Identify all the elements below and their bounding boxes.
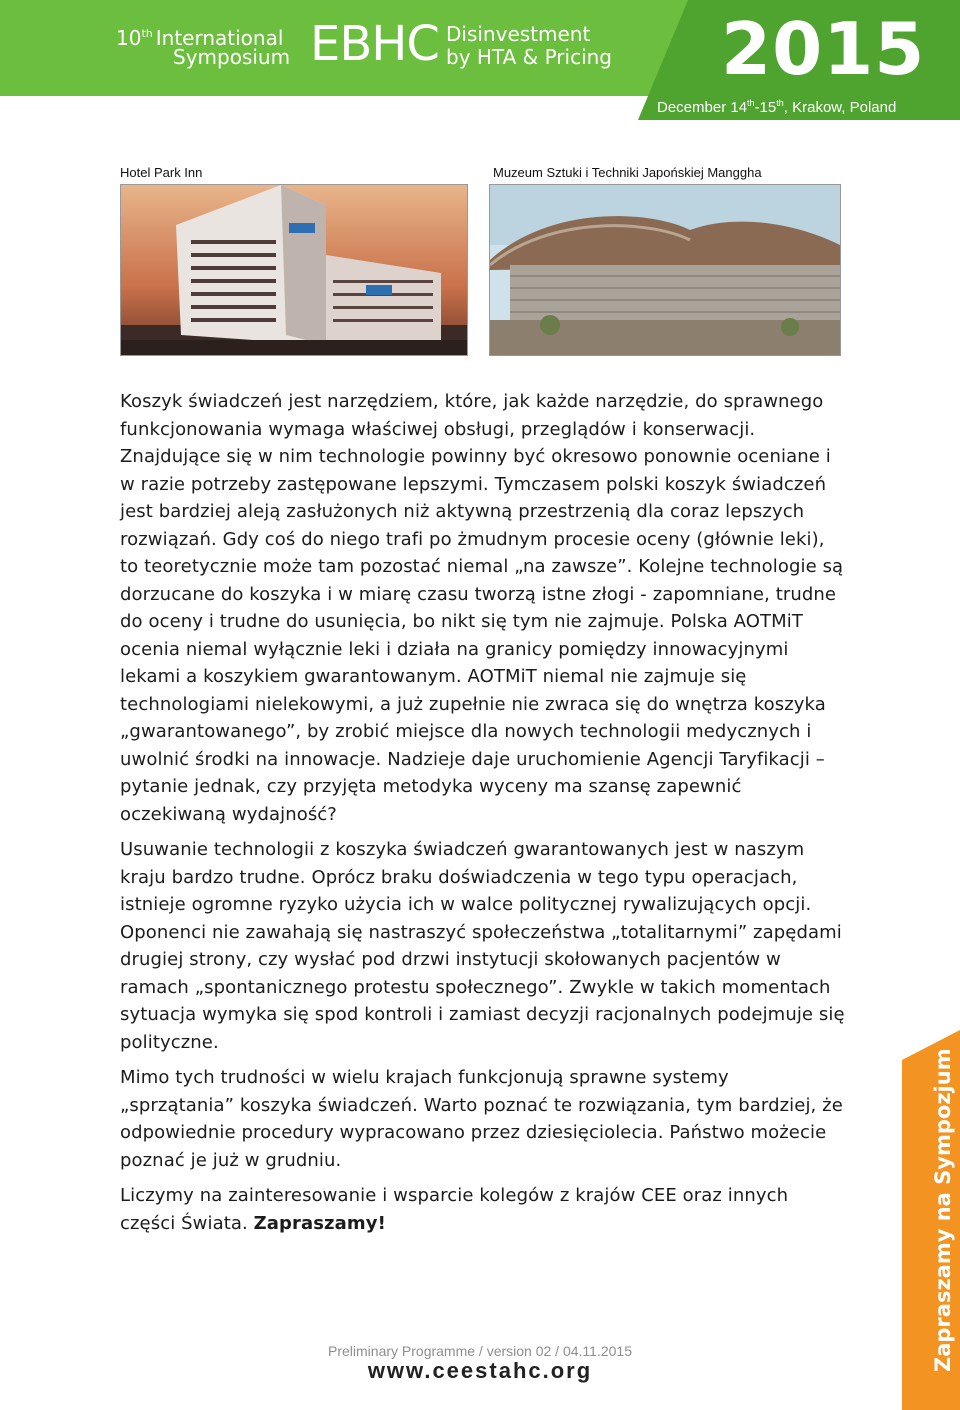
website-link[interactable]: www.ceestahc.org <box>367 1358 593 1383</box>
paragraph-2: Usuwanie technologii z koszyka świadczeń gwarantowanych jest w naszym kraju bardzo trudne. Oprócz braku doświadczenia w tego typu operacjach, istnieje ogromne ryzyko użycia ich w walce politycznej rywalizujących opcji. Oponenci nie zawahają się nastraszyć społeczeństwa „totalitarnymi” zapędami drugiej strony, czy wysłać pod drzwi instytucji skołowanych pacjentów w ramach „spontanicznego protestu społecznego”. Zwykle w takich momentach sytuacja wymyka się spod kontroli i zamiast decyzji racjonalnych podejmuje się polityczne. <box>120 839 845 1053</box>
hotel-photo-illustration <box>121 185 467 355</box>
museum-photo-illustration <box>490 185 840 355</box>
article-body <box>120 388 845 1245</box>
invitation-text: Zapraszamy! <box>253 1212 386 1234</box>
programme-version: Preliminary Programme / version 02 / 04.11.2015 <box>328 1343 632 1359</box>
event-year: 2015 <box>721 7 926 91</box>
symposium-ordinal: 10th International <box>116 26 284 50</box>
theme-line-2: by HTA & Pricing <box>446 45 612 69</box>
symposium-word: Symposium <box>173 45 291 69</box>
museum-building-photo <box>489 184 841 356</box>
paragraph-1: Koszyk świadczeń jest narzędziem, które, jak każde narzędzie, do sprawnego funkcjonowania wymaga właściwej obsługi, przeglądów i konserwacji. Znajdujące się w nim technologie powinny być okresowo ponownie oceniane i w razie potrzeby zastępowane lepszymi. Tymczasem polski koszyk świadczeń jest bardziej aleją zasłużonych niż aktywną przestrzenią dla coraz lepszych rozwiązań. Gdy coś do niego trafi po żmudnym procesie oceny (głównie leki), to teoretycznie może tam pozostać niemal „na zawsze”. Kolejne technologie są dorzucane do koszyka i w miarę czasu tworzą istne złogi - zapomniane, trudne do oceny i trudne do usunięcia, bo nikt się tym nie zajmuje. Polska AOTMiT ocenia niemal wyłącznie leki i działa na granicy pomiędzy innowacyjnymi lekami a koszykiem gwarantowanym. AOTMiT niemal nie zajmuje się technologiami nielekowymi, a już zupełnie nie zwraca się do wnętrza koszyka „gwarantowanego”, by zrobić miejsce dla nowych technologii medycznych i uwolnić środki na innowacje. Nadzieje daje uruchomienie Agencji Taryfikacji – pytanie jednak, czy przyjęta metodyka wyceny ma szansę zapewnić oczekiwaną wydajność? <box>120 391 844 825</box>
hotel-building-photo <box>120 184 468 356</box>
photo-caption-hotel: Hotel Park Inn <box>120 165 203 180</box>
side-tab-label: Zapraszamy na Sympozjum <box>931 1048 955 1372</box>
photo-caption-museum: Muzeum Sztuki i Techniki Japońskiej Manggha <box>493 165 762 180</box>
event-dates: December 14th-15th, Krakow, Poland <box>657 98 897 116</box>
theme-line-1: Disinvestment <box>446 22 591 46</box>
paragraph-4: Liczymy na zainteresowanie i wsparcie kolegów z krajów CEE oraz innych części Świata. Zapraszamy! <box>120 1185 789 1234</box>
brand-logo-text: EBHC <box>310 16 439 72</box>
paragraph-3: Mimo tych trudności w wielu krajach funkcjonują sprawne systemy „sprzątania” koszyka świadczeń. Warto poznać te rozwiązania, tym bardziej, że odpowiednie procedury wypracowano przez dziesięciolecia. Państwo możecie poznać je już w grudniu. <box>120 1067 843 1171</box>
